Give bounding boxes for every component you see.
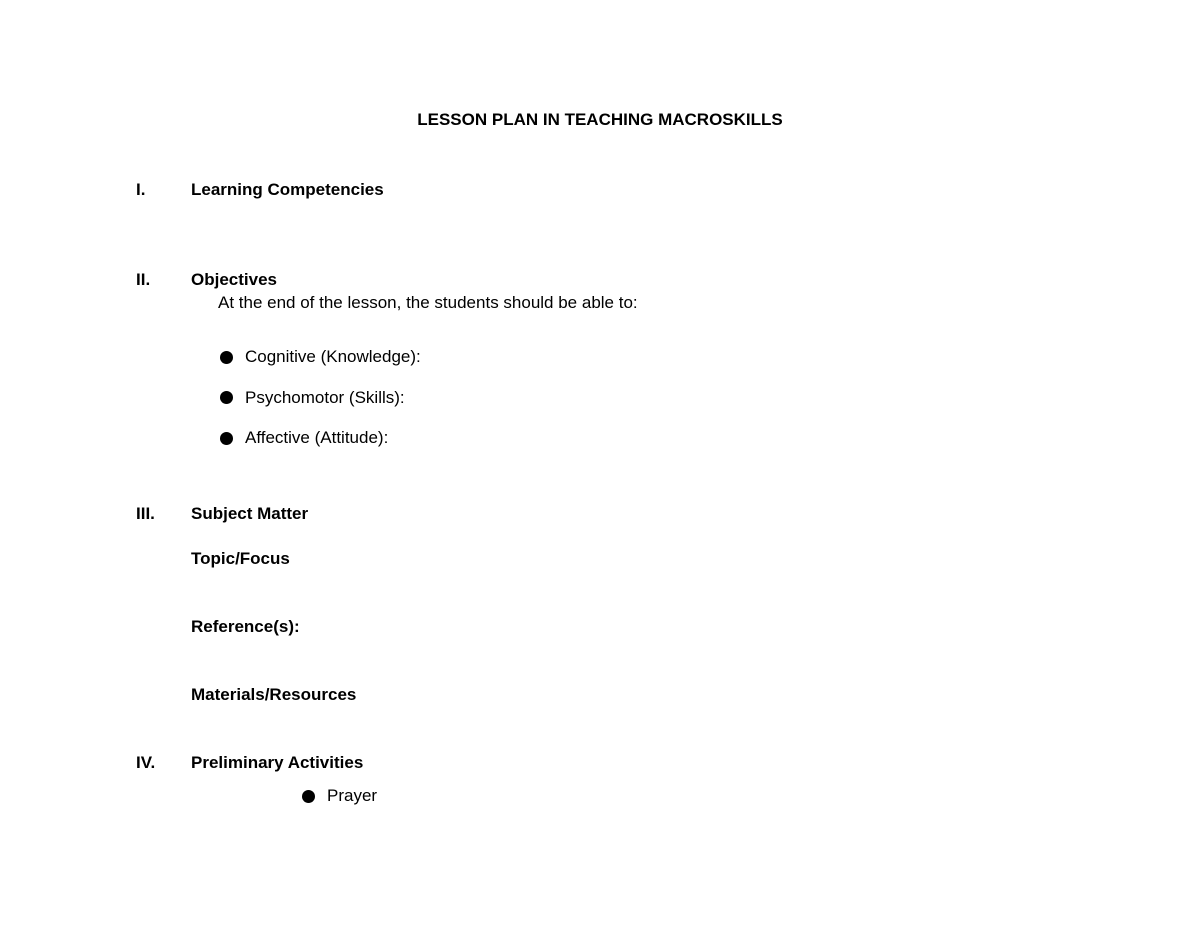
objective-cognitive: Cognitive (Knowledge): [245, 347, 421, 366]
bullet-icon [220, 391, 233, 404]
section-number-2: II. [136, 270, 151, 289]
section-number-4: IV. [136, 753, 156, 772]
section-number-1: I. [136, 180, 146, 199]
activity-prayer: Prayer [327, 786, 378, 805]
section-heading-objectives: Objectives [191, 270, 277, 289]
bullet-icon [220, 351, 233, 364]
section-heading-subject-matter: Subject Matter [191, 504, 309, 523]
objectives-intro-text: At the end of the lesson, the students should be able to: [218, 293, 638, 312]
subheading-topic-focus: Topic/Focus [191, 549, 290, 568]
bullet-icon [302, 790, 315, 803]
subheading-materials-resources: Materials/Resources [191, 685, 357, 704]
bullet-icon [220, 432, 233, 445]
section-heading-learning-competencies: Learning Competencies [191, 180, 384, 199]
subheading-references: Reference(s): [191, 617, 300, 636]
document-title: LESSON PLAN IN TEACHING MACROSKILLS [417, 110, 783, 129]
objective-affective: Affective (Attitude): [245, 428, 389, 447]
section-heading-preliminary-activities: Preliminary Activities [191, 753, 364, 772]
objective-psychomotor: Psychomotor (Skills): [245, 388, 405, 407]
section-number-3: III. [136, 504, 155, 523]
